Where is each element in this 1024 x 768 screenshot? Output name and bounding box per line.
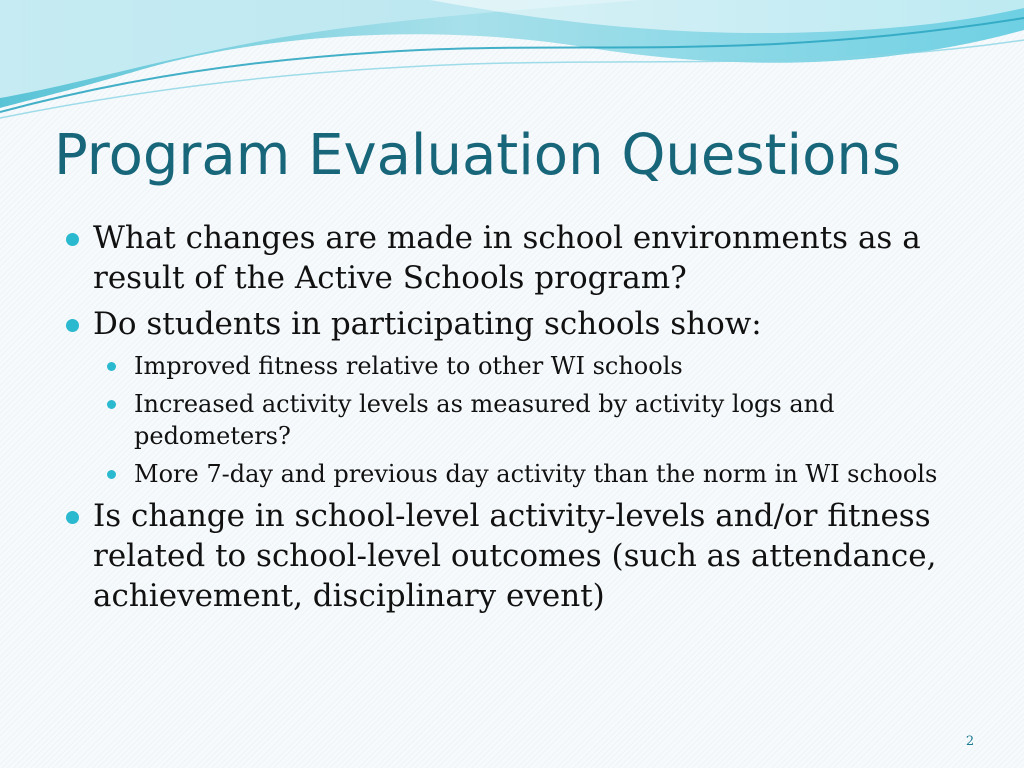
bullet-item [60, 496, 960, 616]
sub-bullet-text: Increased activity levels as measured by activity logs and pedometers? [134, 390, 835, 450]
sub-bullet-item [60, 350, 960, 382]
bullet-text: Is change in school-level activity-levels and/or fitness related to school-level outcomes (such as attendance, achievement, disciplinary event) [93, 498, 937, 614]
bullet-dot-icon [66, 319, 79, 332]
bullet-text: What changes are made in school environments as a result of the Active Schools program? [93, 220, 921, 296]
bullet-dot-icon [66, 233, 79, 246]
sub-bullet-dot-icon [107, 362, 116, 371]
sub-bullet-item [60, 388, 960, 452]
sub-bullet-dot-icon [107, 470, 116, 479]
slide-title: Program Evaluation Questions [54, 123, 901, 188]
sub-bullet-dot-icon [107, 400, 116, 409]
bullet-item [60, 304, 960, 344]
sub-bullet-text: More 7-day and previous day activity than the norm in WI schools [134, 460, 938, 488]
bullet-item [60, 218, 960, 298]
bullet-text: Do students in participating schools show: [93, 306, 762, 342]
sub-bullet-item [60, 458, 960, 490]
bullet-dot-icon [66, 511, 79, 524]
sub-bullet-text: Improved fitness relative to other WI schools [134, 352, 683, 380]
page-number: 2 [965, 734, 975, 749]
header-wave-decoration [0, 0, 1024, 130]
bullet-list [60, 218, 960, 622]
